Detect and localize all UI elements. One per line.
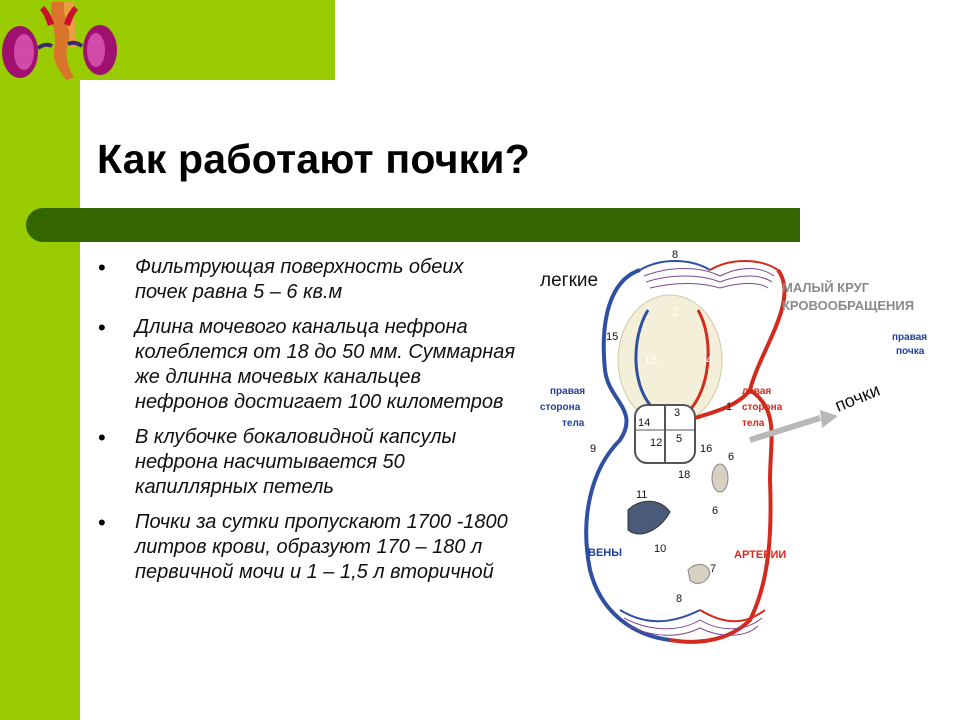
num-14: 14 <box>638 417 651 429</box>
num-3: 3 <box>674 407 681 419</box>
bullet-item <box>97 425 517 500</box>
lung-capillaries <box>640 261 778 288</box>
label-right-side-2: сторона <box>540 402 581 413</box>
bullet-marker: • <box>98 255 106 280</box>
bullet-text: Длина мочевого канальца нефрона колеблется от 18 до 50 мм. Суммарная же длинна мочевых канальцев нефронов достигает 100 километров <box>135 316 516 413</box>
label-right-side-3: тела <box>562 418 585 429</box>
intestine-shape <box>688 564 710 583</box>
heart <box>635 405 695 463</box>
num-7: 7 <box>710 563 717 575</box>
label-kidneys: почки <box>832 379 883 416</box>
num-1: 1 <box>726 401 733 413</box>
bullet-marker: • <box>98 425 106 450</box>
bullet-text: Почки за сутки пропускают 1700 -1800 литров крови, образуют 170 – 180 л первичной мочи и 1 – 1,5 л вторичной <box>135 511 508 583</box>
num-9: 9 <box>590 443 597 455</box>
bullet-text: Фильтрующая поверхность обеих почек равна 5 – 6 кв.м <box>135 256 464 303</box>
num-12: 12 <box>650 437 663 449</box>
bullet-list <box>97 255 517 595</box>
bullet-item <box>97 315 517 415</box>
label-arteries: АРТЕРИИ <box>734 549 787 561</box>
label-pulmonary-circ-2: КРОВООБРАЩЕНИЯ <box>782 298 915 313</box>
title-divider <box>26 208 800 242</box>
label-left-side-1: левая <box>742 386 772 397</box>
num-5: 5 <box>676 433 683 445</box>
slide-title: Как работают почки? <box>97 136 530 182</box>
num-16: 16 <box>700 443 713 455</box>
label-lungs: легкие <box>540 270 599 291</box>
circulation-diagram <box>520 240 960 660</box>
label-right-kidney-2: почка <box>896 346 925 357</box>
label-pulmonary-circ-1: МАЛЫЙ КРУГ <box>782 280 870 295</box>
bullet-marker: • <box>98 510 106 535</box>
bullet-item <box>97 255 517 305</box>
label-right-side-1: правая <box>550 386 586 397</box>
num-10: 10 <box>654 543 667 555</box>
bullet-item <box>97 510 517 585</box>
kidney-shape <box>712 464 728 492</box>
num-6-upper: 6 <box>728 451 735 463</box>
label-veins: ВЕНЫ <box>588 547 622 559</box>
num-11: 11 <box>636 489 648 501</box>
num-4: 4 <box>706 353 713 367</box>
num-8-top: 8 <box>672 249 679 261</box>
num-15: 15 <box>606 331 619 343</box>
bullet-text: В клубочке бокаловидной капсулы нефрона насчитывается 50 капиллярных петель <box>135 426 457 498</box>
bullet-marker: • <box>98 315 106 340</box>
body-capillaries <box>620 610 765 635</box>
num-18: 18 <box>678 469 691 481</box>
num-13: 13 <box>644 353 658 367</box>
num-2: 2 <box>672 305 679 319</box>
label-left-side-2: сторона <box>742 402 783 413</box>
left-accent-bar <box>0 0 80 720</box>
num-6-lower: 6 <box>712 505 719 517</box>
kidneys-icon <box>0 0 120 88</box>
num-8-bottom: 8 <box>676 593 683 605</box>
liver-shape <box>628 501 670 534</box>
label-right-kidney-1: правая <box>892 332 928 343</box>
label-left-side-3: тела <box>742 418 765 429</box>
